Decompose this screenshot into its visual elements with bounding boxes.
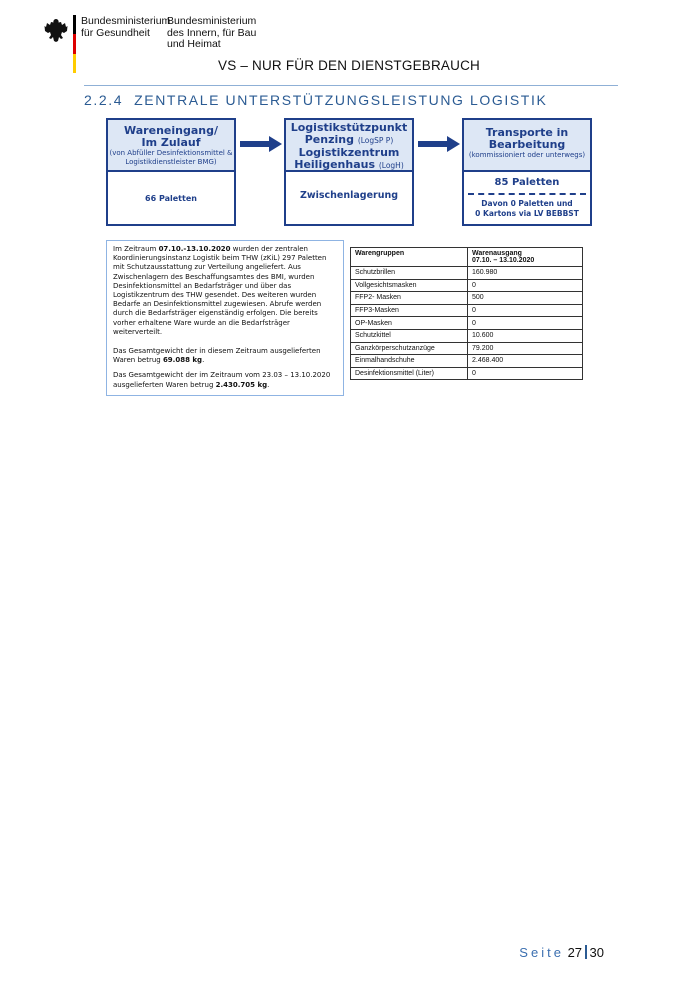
box1-sub-1: (von Abfüller Desinfektionsmittel & [109,149,233,157]
arrow-right-icon [240,136,282,152]
box3-dashed-divider [468,193,586,195]
flow-box-incoming [106,118,236,226]
section-title: ZENTRALE UNTERSTÜTZUNGSLEISTUNG LOGISTIK [134,92,548,108]
footer-separator [585,945,587,959]
summary-paragraph-1: Im Zeitraum 07.10.-13.10.2020 wurden der zentralen Koordinierungsinstanz Logistik beim THW (zKiL) 297 Paletten mit Schutzausstattung zur Verteilung angeliefert. Aus Zwischenlagern des Beschaffungsamtes des BMI, wurden Desinfektionsmittel an Bedarfsträger und über das Logistikzentrum des THW gesendet. Des weiteren wurden Bedarfe an Desinfektionsmittel zugewiesen. Abrufe werden durch die Bedarfsträger eigenständig erfolgen. Die bereits vorher erhaltene Ware wurde an die Bedarfsträger weiterverteilt. [113,245,327,336]
flow-box-transports [462,118,592,226]
table-cell-group: Schutzkittel [351,329,468,342]
box2-title-2: Penzing (LogSP P) [304,133,394,146]
table-cell-value: 500 [468,292,583,305]
box3-value: 85 Paletten [494,177,560,188]
summary-paragraph-3: Das Gesamtgewicht der im Zeitraum vom 23.03 – 13.10.2020 ausgelieferten Waren betrug 2.430.705 kg. [113,371,331,389]
box3-title-1: Transporte in [485,126,569,139]
table-cell-value: 0 [468,317,583,330]
table-cell-group: OP-Masken [351,317,468,330]
section-divider [84,85,618,86]
table-cell-group: Desinfektionsmittel (Liter) [351,367,468,380]
table-cell-group: Schutzbrillen [351,267,468,280]
table-cell-value: 79.200 [468,342,583,355]
table-row [351,279,583,292]
box2-title-3: Logistikzentrum [298,146,400,159]
box3-detail: Davon 0 Paletten und 0 Kartons via LV BEBBST [475,199,579,218]
footer-total: 30 [589,945,604,960]
table-cell-value: 0 [468,304,583,317]
summary-paragraph-2: Das Gesamtgewicht der in diesem Zeitraum ausgelieferten Waren betrug 69.088 kg. [113,347,321,365]
table-cell-group: FFP2- Masken [351,292,468,305]
table-cell-group: FFP3-Masken [351,304,468,317]
flow-box-logistics [284,118,414,226]
summary-textbox [106,240,344,396]
box1-sub-2: Logistikdienstleister BMG) [125,157,217,166]
table-cell-group: Vollgesichtsmasken [351,279,468,292]
box1-title-1: Wareneingang/ [124,124,218,137]
table-row [351,329,583,342]
table-cell-value: 160.980 [468,267,583,280]
table-cell-value: 10.600 [468,329,583,342]
table-header-group: Warengruppen [351,248,468,267]
table-row [351,367,583,380]
box1-title-2: Im Zulauf [141,136,201,149]
table-row [351,317,583,330]
classification-label: VS – NUR FÜR DEN DIENSTGEBRAUCH [218,58,480,73]
table-header-row [351,248,583,267]
table-cell-group: Ganzkörperschutzanzüge [351,342,468,355]
box2-value: Zwischenlagerung [299,190,399,201]
section-number: 2.2.4 [84,92,124,108]
goods-table [350,247,583,380]
table-row [351,304,583,317]
page-footer [519,945,604,960]
table-row [351,267,583,280]
table-cell-value: 0 [468,279,583,292]
table-row [351,292,583,305]
section-heading [84,92,547,108]
table-row [351,355,583,368]
ministry-bmi: Bundesministerium des Innern, für Bau und Heimat [167,15,257,50]
table-cell-value: 0 [468,367,583,380]
box2-title-1: Logistikstützpunkt [290,121,408,134]
box1-value: 66 Paletten [145,194,197,203]
table-cell-value: 2.468.400 [468,355,583,368]
table-cell-group: Einmalhandschuhe [351,355,468,368]
arrow-right-icon [418,136,460,152]
table-header-output: Warenausgang 07.10. – 13.10.2020 [468,248,583,267]
ministry-bmg: Bundesministerium für Gesundheit [81,15,171,39]
box3-sub-1: (kommissioniert oder unterwegs) [468,151,586,159]
federal-eagle-icon [44,18,68,44]
footer-label: Seite [519,945,564,960]
box2-title-4: Heiligenhaus (LogH) [294,158,404,171]
box3-title-2: Bearbeitung [488,138,566,151]
table-row [351,342,583,355]
footer-page: 27 [567,945,583,960]
